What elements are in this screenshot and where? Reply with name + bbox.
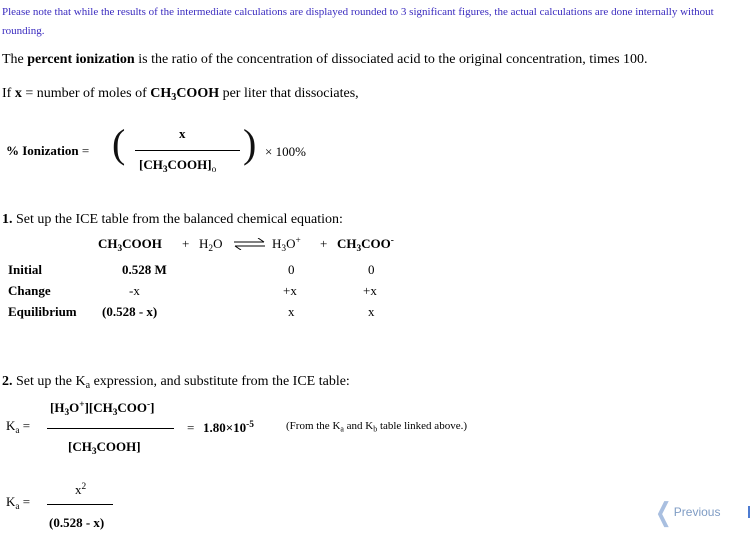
definition-term: percent ionization	[27, 52, 135, 67]
formula-times: × 100%	[265, 144, 306, 159]
ice-row-label: Equilibrium	[8, 304, 77, 319]
ka-label: $K_a$ =	[6, 418, 31, 436]
formula-denominator: $[CH_3COOH]_o$	[139, 157, 217, 175]
ice-row-label: Initial	[8, 262, 42, 277]
ka-equals: =	[187, 420, 195, 435]
ice-cell: (0.528 - x)	[102, 304, 158, 319]
ice-cell: 0.528 M	[122, 262, 167, 277]
next-button-edge[interactable]	[748, 506, 750, 518]
step2-text-prefix: Set up the K	[12, 374, 86, 389]
step2-number: 2.	[2, 374, 13, 389]
definition-paragraph	[2, 52, 648, 68]
definition-prefix: The	[2, 52, 28, 67]
formula-label: % Ionization	[6, 143, 79, 158]
definition-suffix: is the ratio of the concentration of dissociated acid to the original concentration, times 100.	[134, 52, 648, 67]
right-paren: )	[243, 121, 257, 166]
if-species: $CH_3COOH$	[150, 86, 220, 104]
previous-button[interactable]	[655, 498, 723, 527]
ka2-numerator: $x^2$	[75, 481, 87, 497]
eq-plus2: +	[320, 236, 328, 251]
ka-numerator: $[H_3O^+][CH_3COO^-]$	[50, 399, 155, 418]
ice-cell: 0	[288, 262, 295, 277]
formula-equals: =	[81, 143, 90, 158]
if-middle: = number of moles of	[21, 86, 151, 101]
percent-ionization-label	[6, 143, 89, 159]
ice-cell: 0	[368, 262, 375, 277]
step2-heading	[2, 374, 350, 390]
ka2-denominator: (0.528 - x)	[49, 515, 105, 530]
ice-cell: x	[368, 304, 375, 319]
ice-row-label: Change	[8, 283, 51, 298]
ice-cell: x	[288, 304, 295, 319]
ice-cell: -x	[129, 283, 140, 298]
step1-number: 1.	[2, 212, 13, 227]
step1-text: Set up the ICE table from the balanced chemical equation:	[12, 212, 343, 227]
formula-fraction-bar	[135, 150, 240, 151]
ice-cell: +x	[283, 283, 297, 298]
rounding-note: Please note that while the results of the intermediate calculations are displayed rounded to 3 significant figures, the actual calculations are done internally without rounding.	[2, 6, 714, 37]
eq-product1: $H_3O^+$	[272, 235, 301, 254]
if-prefix: If	[2, 86, 15, 101]
chevron-left-icon: ❮	[655, 498, 672, 527]
step2-text-sub: a	[85, 380, 91, 392]
if-suffix: per liter that dissociates,	[219, 86, 359, 101]
equilibrium-arrow-icon	[233, 238, 266, 250]
eq-reactant1: $CH_3COOH$	[98, 236, 162, 254]
step2-text-suffix: expression, and substitute from the ICE table:	[90, 374, 350, 389]
step1-heading	[2, 212, 343, 228]
ka-value: $1.80\times 10^{-5}$	[203, 419, 254, 435]
eq-reactant2: $H_2O$	[199, 236, 223, 254]
previous-label: Previous	[673, 505, 721, 519]
ice-cell: +x	[363, 283, 377, 298]
if-var: x	[14, 86, 22, 101]
left-paren: (	[112, 121, 126, 166]
formula-numerator: x	[179, 126, 186, 141]
ka2-fraction-bar	[47, 504, 113, 505]
eq-product2: $CH_3COO^-$	[337, 235, 394, 254]
ka-fraction-bar	[47, 428, 174, 429]
eq-plus1: +	[182, 236, 190, 251]
ka-denominator: $[CH_3COOH]$	[68, 439, 141, 457]
ka-source-note: (From the $K_a$ and $K_b$ table linked above.)	[286, 420, 467, 434]
ka2-label: $K_a$ =	[6, 494, 31, 512]
if-x-line	[2, 86, 359, 102]
